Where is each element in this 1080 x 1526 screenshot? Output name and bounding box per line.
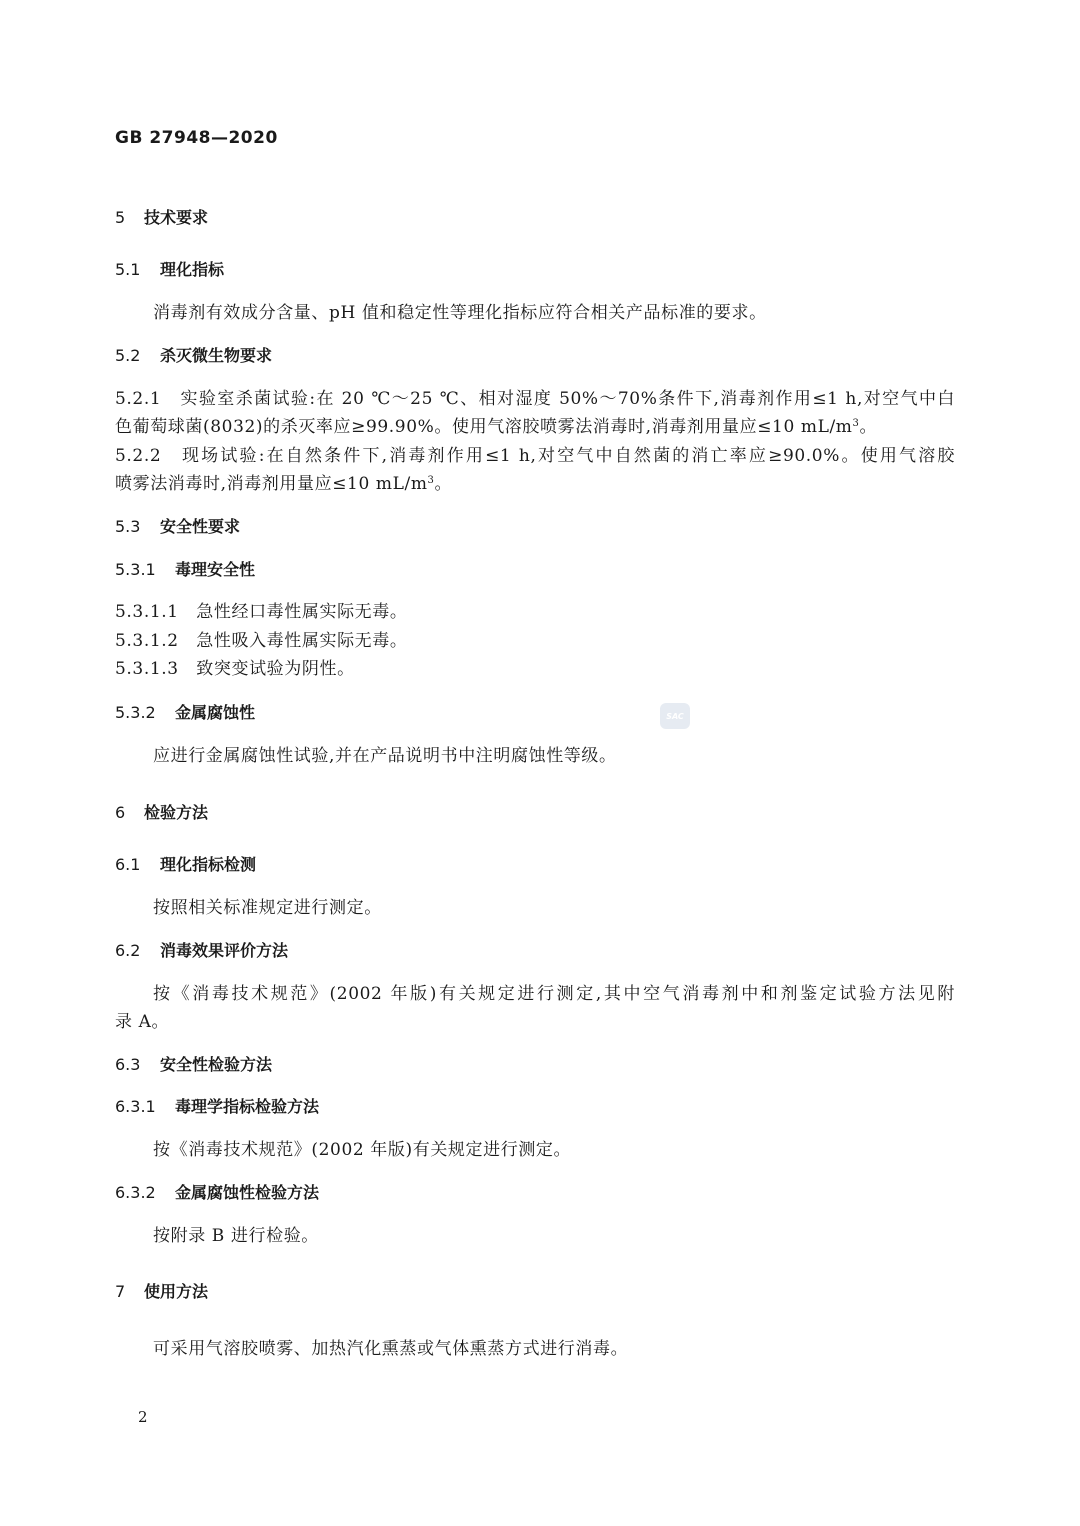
section-7-text: 可采用气溶胶喷雾、加热汽化熏蒸或气体熏蒸方式进行消毒。 [153, 1339, 629, 1359]
section-5-heading [115, 210, 208, 226]
section-6-2-line-2: 录 A。 [115, 1012, 170, 1032]
section-number: 5.1 [115, 260, 141, 279]
section-number: 6.3 [115, 1055, 141, 1074]
clause-5-2-1-line-2 [115, 419, 877, 436]
sac-watermark-logo: SAC [660, 703, 690, 729]
section-title: 安全性要求 [160, 517, 241, 536]
section-number: 5.3 [115, 517, 141, 536]
section-title: 金属腐蚀性 [175, 703, 256, 722]
section-5-1-heading [115, 262, 224, 278]
section-6-3-2-text: 按附录 B 进行检验。 [153, 1226, 319, 1246]
section-title: 毒理学指标检验方法 [175, 1097, 320, 1116]
section-number: 6.3.1 [115, 1097, 156, 1116]
section-7-heading [115, 1284, 208, 1300]
section-6-3-heading [115, 1057, 272, 1073]
section-number: 7 [115, 1282, 126, 1301]
section-6-1-heading [115, 857, 256, 873]
section-5-3-heading [115, 519, 240, 535]
section-6-3-1-heading [115, 1099, 319, 1115]
clause-5-2-2-line-2 [115, 476, 452, 493]
section-6-1-text: 按照相关标准规定进行测定。 [153, 898, 382, 918]
clause-5-2-2-line-1: 5.2.2 现场试验:在自然条件下,消毒剂作用≤1 h,对空气中自然菌的消亡率应≥90.0%。使用气溶胶 [115, 446, 955, 466]
section-title: 理化指标 [160, 260, 225, 279]
section-title: 安全性检验方法 [160, 1055, 273, 1074]
section-title: 理化指标检测 [160, 855, 257, 874]
section-number: 6 [115, 803, 126, 822]
section-6-3-1-text: 按《消毒技术规范》(2002 年版)有关规定进行测定。 [153, 1140, 572, 1160]
section-number: 6.1 [115, 855, 141, 874]
clause-end: 。 [434, 474, 453, 494]
section-number: 5.3.1 [115, 560, 156, 579]
section-number: 5.2 [115, 346, 141, 365]
section-number: 6.2 [115, 941, 141, 960]
section-5-2-heading [115, 348, 272, 364]
section-6-2-heading [115, 943, 288, 959]
superscript: 3 [427, 475, 435, 486]
section-6-3-2-heading [115, 1185, 319, 1201]
clause-end: 。 [859, 417, 878, 437]
section-5-3-2-heading [115, 705, 255, 721]
clause-5-3-1-1: 5.3.1.1 急性经口毒性属实际无毒。 [115, 602, 408, 622]
section-title: 使用方法 [144, 1282, 209, 1301]
clause-5-3-1-3: 5.3.1.3 致突变试验为阴性。 [115, 659, 355, 679]
section-title: 技术要求 [144, 208, 209, 227]
section-title: 检验方法 [144, 803, 209, 822]
clause-text: 喷雾法消毒时,消毒剂用量应≤10 mL/m [115, 474, 428, 494]
superscript: 3 [852, 418, 860, 429]
section-5-1-text: 消毒剂有效成分含量、pH 值和稳定性等理化指标应符合相关产品标准的要求。 [153, 303, 767, 323]
clause-5-3-1-2: 5.3.1.2 急性吸入毒性属实际无毒。 [115, 631, 408, 651]
clause-text: 色葡萄球菌(8032)的杀灭率应≥99.90%。使用气溶胶喷雾法消毒时,消毒剂用量应≤10 mL/m [115, 417, 853, 437]
document-code: GB 27948—2020 [115, 128, 278, 148]
section-number: 6.3.2 [115, 1183, 156, 1202]
section-5-3-2-text: 应进行金属腐蚀性试验,并在产品说明书中注明腐蚀性等级。 [153, 746, 617, 766]
section-number: 5 [115, 208, 126, 227]
section-title: 毒理安全性 [175, 560, 256, 579]
clause-5-2-1-line-1: 5.2.1 实验室杀菌试验:在 20 ℃～25 ℃、相对湿度 50%～70%条件下,消毒剂作用≤1 h,对空气中白 [115, 389, 955, 409]
section-6-heading [115, 805, 208, 821]
section-title: 消毒效果评价方法 [160, 941, 289, 960]
section-title: 金属腐蚀性检验方法 [175, 1183, 320, 1202]
page-number: 2 [138, 1408, 148, 1426]
section-title: 杀灭微生物要求 [160, 346, 273, 365]
section-6-2-line-1: 按《消毒技术规范》(2002 年版)有关规定进行测定,其中空气消毒剂中和剂鉴定试验方法见附 [153, 984, 955, 1004]
section-5-3-1-heading [115, 562, 255, 578]
section-number: 5.3.2 [115, 703, 156, 722]
